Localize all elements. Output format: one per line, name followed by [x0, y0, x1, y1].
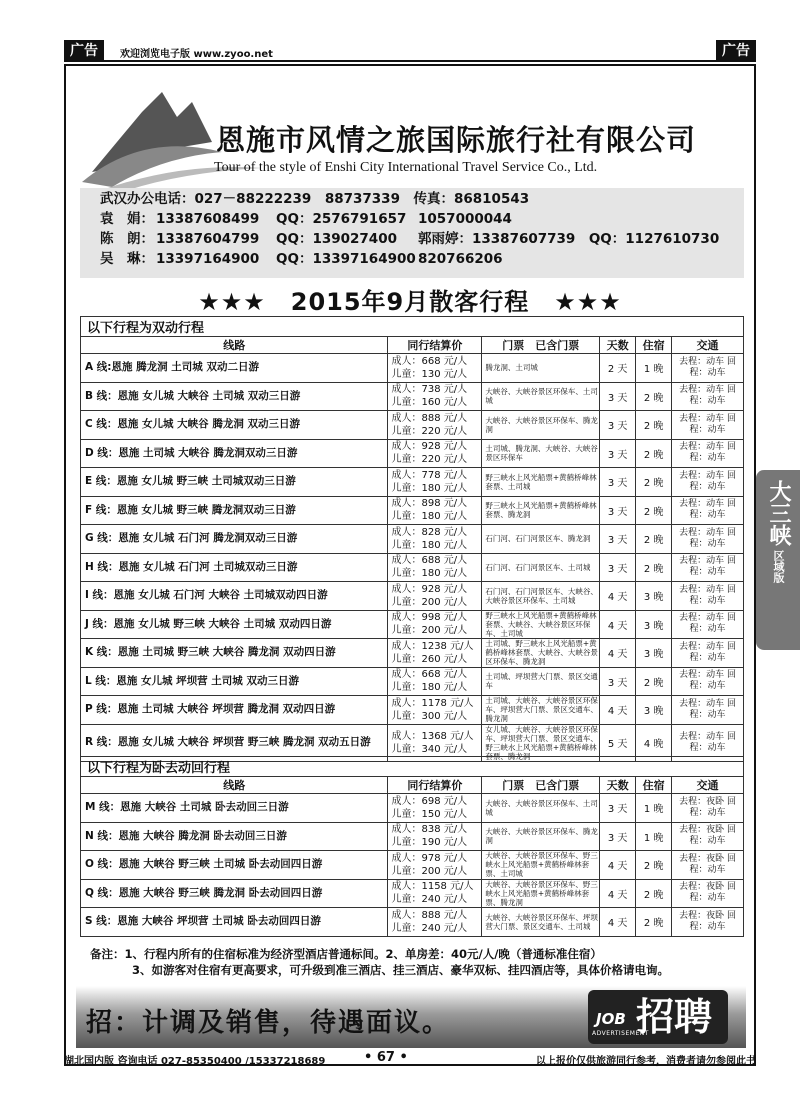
price-cell: 成人：888 元/人 儿童：240 元/人 [388, 908, 482, 937]
traffic-cell: 去程：夜卧 回程：动车 [672, 822, 744, 851]
nights-cell: 2 晚 [636, 468, 672, 497]
footer-left: 湖北国内版 咨询电话 027-85350400 /15337218689 [64, 1056, 326, 1067]
price-cell: 成人：1178 元/人 儿童：300 元/人 [388, 696, 482, 725]
tickets-cell: 土司城、野三峡水上风光船票+黄鹤桥峰林套票、大峡谷、大峡谷景区环保车、腾龙洞 [482, 639, 600, 668]
footer-right: 以上报价仅供旅游同行参考，消费者请勿参阅此书 [536, 1056, 756, 1067]
route-cell: I 线：恩施 女儿城 石门河 大峡谷 土司城双动四日游 [81, 582, 388, 611]
route-cell: G 线：恩施 女儿城 石门河 腾龙洞双动三日游 [81, 525, 388, 554]
company-name-cn: 恩施市风情之旅国际旅行社有限公司 [216, 123, 697, 157]
price-cell: 成人：778 元/人 儿童：180 元/人 [388, 468, 482, 497]
traffic-cell: 去程：动车 回程：动车 [672, 525, 744, 554]
job-subtitle: ADVERTISEMENT [592, 1030, 649, 1037]
traffic-cell: 去程：夜卧 回程：动车 [672, 851, 744, 880]
price-cell: 成人：1238 元/人 儿童：260 元/人 [388, 639, 482, 668]
price-cell: 成人：828 元/人 儿童：180 元/人 [388, 525, 482, 554]
route-cell: H 线：恩施 女儿城 石门河 土司城双动三日游 [81, 553, 388, 582]
route-cell: N 线：恩施 大峡谷 腾龙洞 卧去动回三日游 [81, 822, 388, 851]
days-cell: 2 天 [600, 354, 636, 383]
tickets-cell: 石门河、石门河景区车、大峡谷、大峡谷景区环保车、土司城 [482, 582, 600, 611]
table-row [81, 696, 744, 725]
days-cell: 4 天 [600, 639, 636, 668]
table-row [81, 496, 744, 525]
table-row [81, 822, 744, 851]
headline-title: ★★★ 2015年9月散客行程 ★★★ [198, 288, 622, 316]
office-phone-line: 武汉办公电话：027－88222239 88737339 传真：86810543 [100, 191, 530, 207]
contact-person-2: 陈 朗： 13387604799 QQ：139027400 郭雨婷：13387607739 QQ：1127610730 [100, 231, 720, 247]
nights-cell: 3 晚 [636, 696, 672, 725]
days-cell: 3 天 [600, 794, 636, 823]
top-bar [64, 40, 756, 62]
job-word: JOB [596, 1010, 626, 1028]
nights-cell: 1 晚 [636, 354, 672, 383]
traffic-cell: 去程：动车 回程：动车 [672, 496, 744, 525]
days-cell: 3 天 [600, 468, 636, 497]
table-header-row: 线路 同行结算价 门票 已含门票 天数 住宿 交通 [81, 777, 744, 794]
job-title-cn: 招聘 [636, 995, 713, 1039]
price-cell: 成人：688 元/人 儿童：180 元/人 [388, 553, 482, 582]
price-cell: 成人：838 元/人 儿童：190 元/人 [388, 822, 482, 851]
ad-label-right: 广告 [716, 40, 756, 62]
tickets-cell: 野三峡水上风光船票+黄鹤桥峰林套票、大峡谷、大峡谷景区环保车、土司城 [482, 610, 600, 639]
double-train-routes-table [80, 316, 744, 762]
traffic-cell: 去程：动车 回程：动车 [672, 582, 744, 611]
route-cell: O 线：恩施 大峡谷 野三峡 土司城 卧去动回四日游 [81, 851, 388, 880]
table-row [81, 553, 744, 582]
route-cell: S 线：恩施 大峡谷 坪坝营 土司城 卧去动回四日游 [81, 908, 388, 937]
traffic-cell: 去程：动车 回程：动车 [672, 667, 744, 696]
tickets-cell: 土司城、大峡谷、大峡谷景区环保车、坪坝营大门票、景区交通车、腾龙洞 [482, 696, 600, 725]
ad-label-left: 广告 [64, 40, 104, 62]
days-cell: 4 天 [600, 851, 636, 880]
traffic-cell: 去程：动车 回程：动车 [672, 411, 744, 440]
table-row [81, 794, 744, 823]
nights-cell: 2 晚 [636, 667, 672, 696]
nights-cell: 2 晚 [636, 879, 672, 908]
route-cell: J 线：恩施 女儿城 野三峡 大峡谷 土司城 双动四日游 [81, 610, 388, 639]
price-cell: 成人：998 元/人 儿童：200 元/人 [388, 610, 482, 639]
nights-cell: 3 晚 [636, 582, 672, 611]
route-cell: D 线：恩施 土司城 大峡谷 腾龙洞双动三日游 [81, 439, 388, 468]
route-cell: B 线：恩施 女儿城 大峡谷 土司城 双动三日游 [81, 382, 388, 411]
tickets-cell: 土司城、坪坝营大门票、景区交通车 [482, 667, 600, 696]
nights-cell: 2 晚 [636, 851, 672, 880]
remarks [90, 946, 669, 978]
contact-panel [80, 188, 744, 278]
route-cell: K 线：恩施 土司城 野三峡 大峡谷 腾龙洞 双动四日游 [81, 639, 388, 668]
route-cell: P 线：恩施 土司城 大峡谷 坪坝营 腾龙洞 双动四日游 [81, 696, 388, 725]
traffic-cell: 去程：动车 回程：动车 [672, 639, 744, 668]
days-cell: 3 天 [600, 411, 636, 440]
table-row [81, 610, 744, 639]
job-badge [588, 990, 728, 1044]
tickets-cell: 女儿城、大峡谷、大峡谷景区环保车、坪坝营大门票、景区交通车、野三峡水上风光船票+黄鹤桥峰林套票、腾龙洞 [482, 724, 600, 761]
route-cell: F 线：恩施 女儿城 野三峡 腾龙洞双动三日游 [81, 496, 388, 525]
price-cell: 成人：668 元/人 儿童：130 元/人 [388, 354, 482, 383]
side-tab-subtitle: 区域版 [772, 550, 785, 583]
table-row [81, 582, 744, 611]
nights-cell: 2 晚 [636, 525, 672, 554]
route-cell: Q 线：恩施 大峡谷 野三峡 腾龙洞 卧去动回四日游 [81, 879, 388, 908]
days-cell: 4 天 [600, 610, 636, 639]
tickets-cell: 大峡谷、大峡谷景区环保车、野三峡水上风光船票+黄鹤桥峰林套票、土司城 [482, 851, 600, 880]
nights-cell: 2 晚 [636, 908, 672, 937]
tickets-cell: 大峡谷、大峡谷景区环保车、腾龙洞 [482, 822, 600, 851]
recruitment-text: 招：计调及销售，待遇面议。 [86, 1008, 451, 1038]
nights-cell: 4 晚 [636, 724, 672, 761]
price-cell: 成人：1158 元/人 儿童：240 元/人 [388, 879, 482, 908]
side-tab-title: 大三峡 [766, 480, 791, 546]
table-row [81, 908, 744, 937]
price-cell: 成人：738 元/人 儿童：160 元/人 [388, 382, 482, 411]
traffic-cell: 去程：动车 回程：动车 [672, 696, 744, 725]
route-cell: M 线：恩施 大峡谷 土司城 卧去动回三日游 [81, 794, 388, 823]
days-cell: 3 天 [600, 439, 636, 468]
traffic-cell: 去程：夜卧 回程：动车 [672, 908, 744, 937]
tickets-cell: 石门河、石门河景区车、土司城 [482, 553, 600, 582]
section-title: 以下行程为双动行程 [81, 317, 744, 337]
table-row [81, 468, 744, 497]
table-row [81, 439, 744, 468]
traffic-cell: 去程：动车 回程：动车 [672, 354, 744, 383]
traffic-cell: 去程：夜卧 回程：动车 [672, 879, 744, 908]
days-cell: 4 天 [600, 879, 636, 908]
remark-line-2: 3、如游客对住宿有更高要求，可升级到准三酒店、挂三酒店、豪华双标、挂四酒店等，具体价格请电询。 [132, 963, 669, 977]
remark-line-1: 备注：1、行程内所有的住宿标准为经济型酒店普通标间。2、单房差：40元/人/晚（普通标准住宿） [90, 947, 602, 961]
price-cell: 成人：888 元/人 儿童：220 元/人 [388, 411, 482, 440]
nights-cell: 1 晚 [636, 794, 672, 823]
route-cell: L 线：恩施 女儿城 坪坝营 土司城 双动三日游 [81, 667, 388, 696]
price-cell: 成人：698 元/人 儿童：150 元/人 [388, 794, 482, 823]
tickets-cell: 大峡谷、大峡谷景区环保车、土司城 [482, 382, 600, 411]
days-cell: 4 天 [600, 908, 636, 937]
table-row [81, 382, 744, 411]
contact-person-3: 吴 琳： 13397164900 QQ：13397164900 820766206 [100, 251, 503, 267]
table-row [81, 851, 744, 880]
sleeper-routes-table [80, 756, 744, 937]
price-cell: 成人：898 元/人 儿童：180 元/人 [388, 496, 482, 525]
nights-cell: 2 晚 [636, 439, 672, 468]
table-row [81, 525, 744, 554]
days-cell: 3 天 [600, 525, 636, 554]
days-cell: 3 天 [600, 822, 636, 851]
days-cell: 3 天 [600, 553, 636, 582]
traffic-cell: 去程：动车 回程：动车 [672, 382, 744, 411]
tickets-cell: 大峡谷、大峡谷景区环保车、坪坝营大门票、景区交通车、土司城 [482, 908, 600, 937]
route-cell: R 线：恩施 女儿城 大峡谷 坪坝营 野三峡 腾龙洞 双动五日游 [81, 724, 388, 761]
traffic-cell: 去程：动车 回程：动车 [672, 724, 744, 761]
traffic-cell: 去程：夜卧 回程：动车 [672, 794, 744, 823]
days-cell: 5 天 [600, 724, 636, 761]
page-number: • 67 • [364, 1050, 408, 1065]
price-cell: 成人：668 元/人 儿童：180 元/人 [388, 667, 482, 696]
days-cell: 3 天 [600, 667, 636, 696]
table-row [81, 354, 744, 383]
route-cell: C 线：恩施 女儿城 大峡谷 腾龙洞 双动三日游 [81, 411, 388, 440]
days-cell: 4 天 [600, 696, 636, 725]
tickets-cell: 腾龙洞、土司城 [482, 354, 600, 383]
route-cell: A 线:恩施 腾龙洞 土司城 双动二日游 [81, 354, 388, 383]
days-cell: 3 天 [600, 496, 636, 525]
nights-cell: 1 晚 [636, 822, 672, 851]
footer [64, 1050, 756, 1068]
region-side-tab [756, 470, 800, 650]
tickets-cell: 野三峡水上风光船票+黄鹤桥峰林套票、土司城 [482, 468, 600, 497]
welcome-text: 欢迎浏览电子版 www.zyoo.net [120, 49, 273, 60]
nights-cell: 2 晚 [636, 382, 672, 411]
traffic-cell: 去程：动车 回程：动车 [672, 553, 744, 582]
tickets-cell: 大峡谷、大峡谷景区环保车、腾龙洞 [482, 411, 600, 440]
nights-cell: 2 晚 [636, 411, 672, 440]
advertisement-frame [64, 64, 756, 1066]
traffic-cell: 去程：动车 回程：动车 [672, 468, 744, 497]
nights-cell: 3 晚 [636, 639, 672, 668]
nights-cell: 2 晚 [636, 553, 672, 582]
price-cell: 成人：1368 元/人 儿童：340 元/人 [388, 724, 482, 761]
table-row [81, 879, 744, 908]
tickets-cell: 石门河、石门河景区车、腾龙洞 [482, 525, 600, 554]
route-cell: E 线：恩施 女儿城 野三峡 土司城双动三日游 [81, 468, 388, 497]
section-title: 以下行程为卧去动回行程 [81, 757, 744, 777]
recruitment-banner [76, 986, 746, 1048]
contact-person-1: 袁 娟： 13387608499 QQ：2576791657 1057000044 [100, 211, 512, 227]
table-row [81, 411, 744, 440]
company-name-en: Tour of the style of Enshi City International Travel Service Co., Ltd. [214, 160, 598, 175]
price-cell: 成人：928 元/人 儿童：200 元/人 [388, 582, 482, 611]
tickets-cell: 大峡谷、大峡谷景区环保车、土司城 [482, 794, 600, 823]
table-header-row: 线路 同行结算价 门票 已含门票 天数 住宿 交通 [81, 337, 744, 354]
tickets-cell: 大峡谷、大峡谷景区环保车、野三峡水上风光船票+黄鹤桥峰林套票、腾龙洞 [482, 879, 600, 908]
price-cell: 成人：928 元/人 儿童：220 元/人 [388, 439, 482, 468]
traffic-cell: 去程：动车 回程：动车 [672, 439, 744, 468]
table-row [81, 639, 744, 668]
tickets-cell: 野三峡水上风光船票+黄鹤桥峰林套票、腾龙洞 [482, 496, 600, 525]
traffic-cell: 去程：动车 回程：动车 [672, 610, 744, 639]
price-cell: 成人：978 元/人 儿童：200 元/人 [388, 851, 482, 880]
days-cell: 4 天 [600, 582, 636, 611]
table-row [81, 667, 744, 696]
tickets-cell: 土司城、腾龙洞、大峡谷、大峡谷景区环保车 [482, 439, 600, 468]
nights-cell: 2 晚 [636, 496, 672, 525]
days-cell: 3 天 [600, 382, 636, 411]
nights-cell: 3 晚 [636, 610, 672, 639]
